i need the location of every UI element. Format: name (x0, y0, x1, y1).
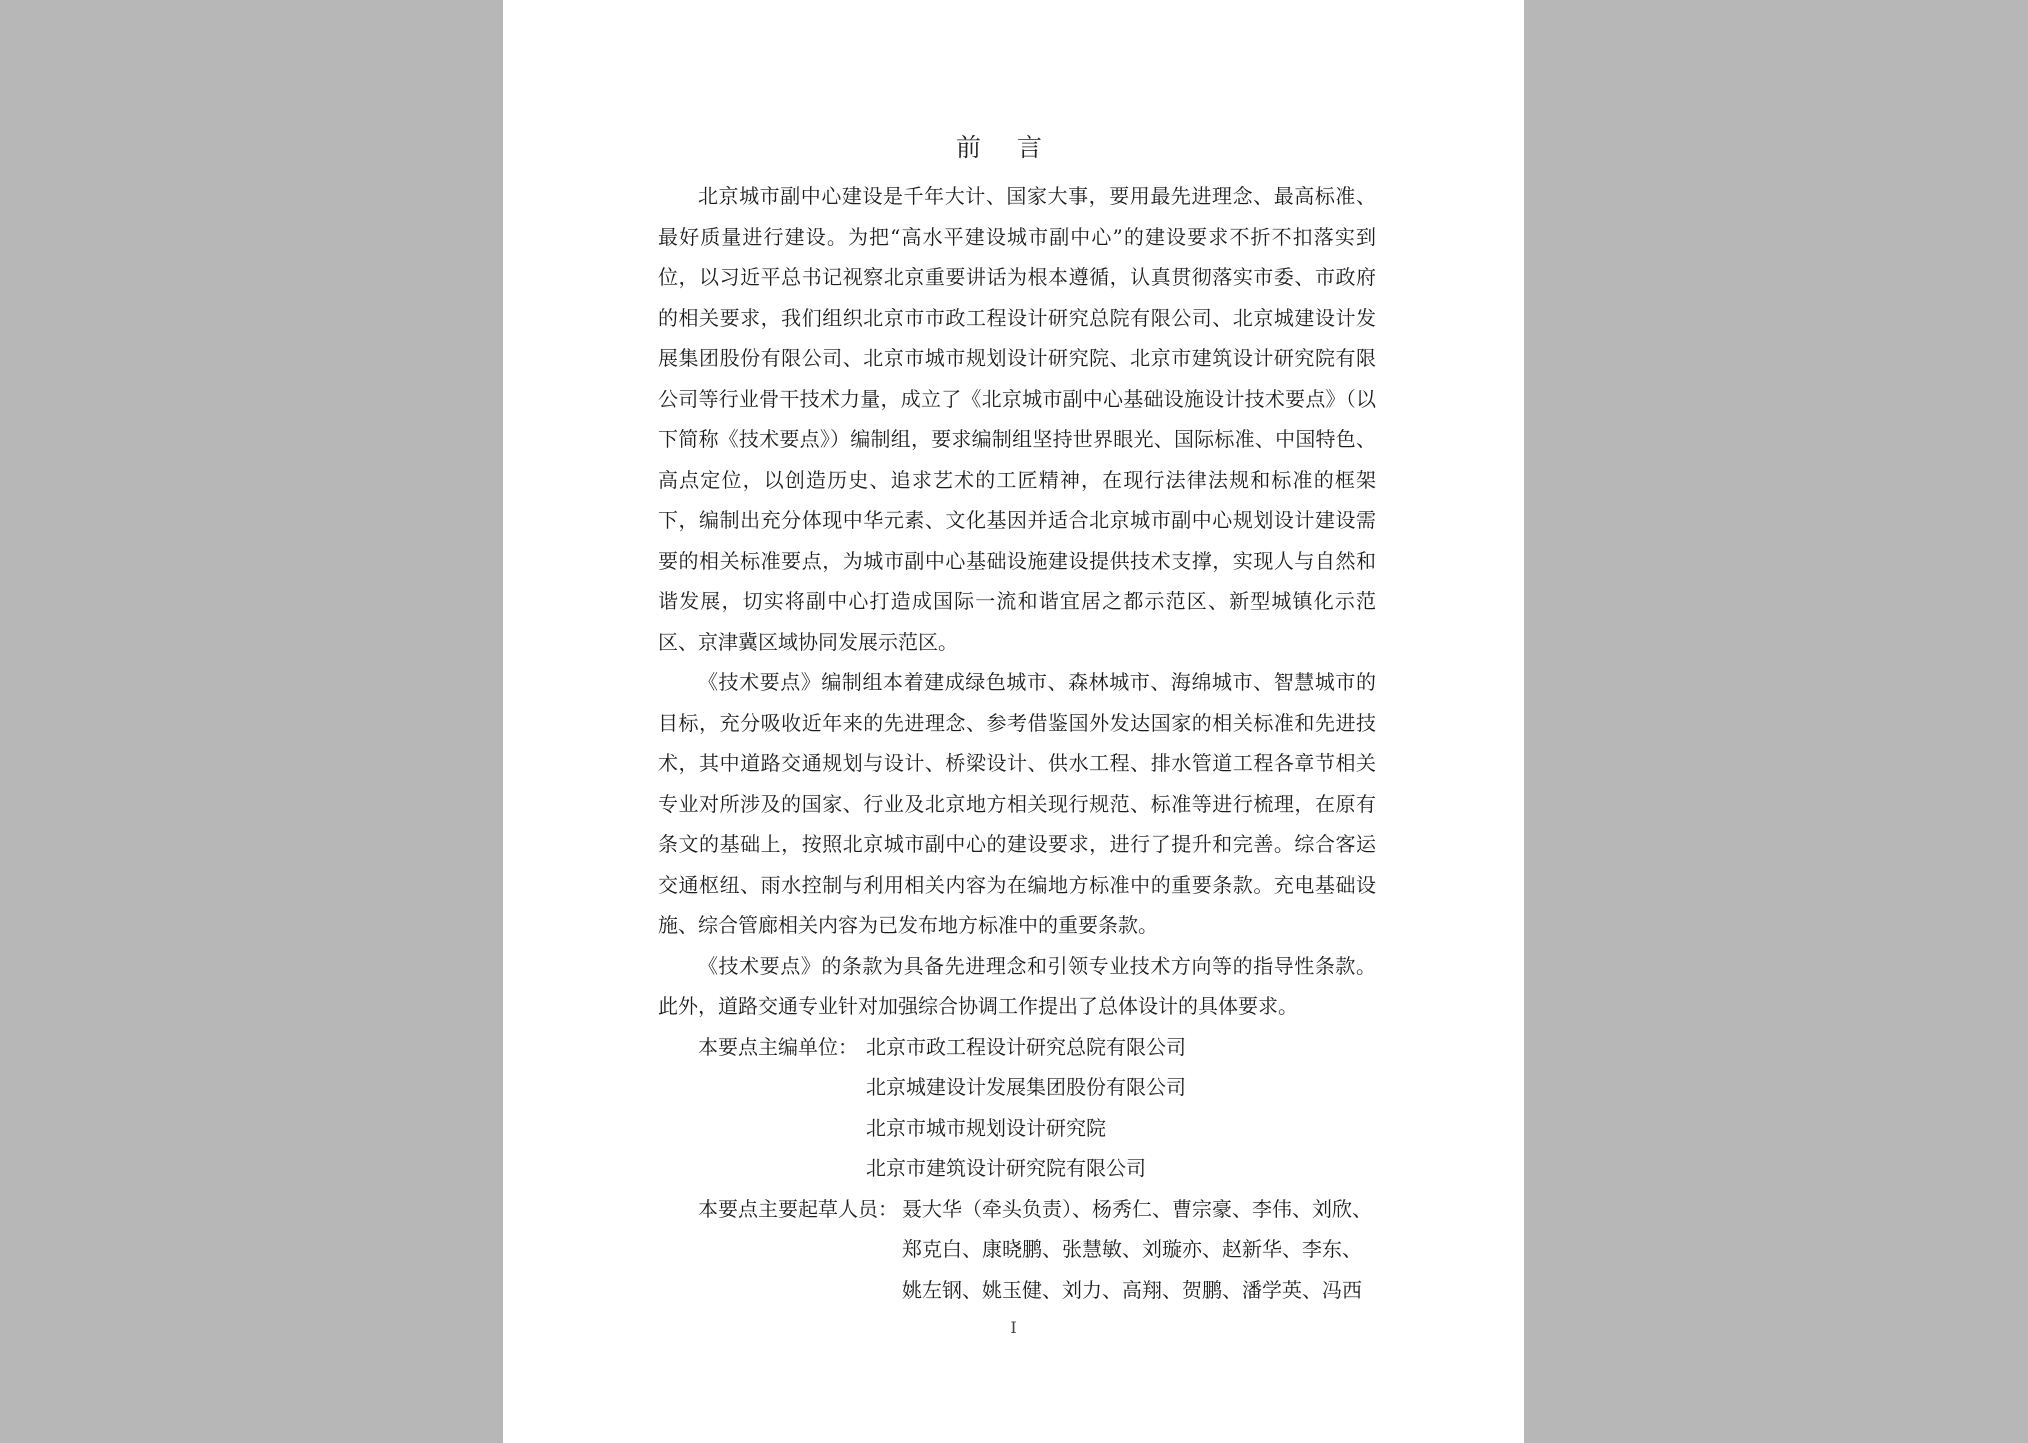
drafters-line: 聂大华（牵头负责）、杨秀仁、曹宗豪、李伟、刘欣、 (902, 1196, 1372, 1221)
drafters-line: 姚左钢、姚玉健、刘力、高翔、贺鹏、潘学英、冯西 (902, 1277, 1362, 1302)
document-page (503, 0, 1524, 1443)
chief-editor-unit: 北京市城市规划设计研究院 (866, 1115, 1106, 1140)
paragraph-3: 《技术要点》的条款为具备先进理念和引领专业技术方向等的指导性条款。此外，道路交通专业针对加强综合协调工作提出了总体设计的具体要求。 (658, 953, 1376, 1018)
drafters-section (658, 1189, 1376, 1311)
preface-body (658, 176, 1376, 1310)
chief-editor-list (866, 1027, 1186, 1189)
chief-editor-unit: 北京城建设计发展集团股份有限公司 (866, 1075, 1186, 1099)
paragraph-2: 《技术要点》编制组本着建成绿色城市、森林城市、海绵城市、智慧城市的目标，充分吸收近年来的先进理念、参考借鉴国外发达国家的相关标准和先进技术，其中道路交通规划与设计、桥梁设计、供水工程、排水管道工程各章节相关专业对所涉及的国家、行业及北京地方相关现行规范、标准等进行梳理，在原有条文的基础上，按照北京城市副中心的建设要求，进行了提升和完善。综合客运交通枢纽、雨水控制与利用相关内容为在编地方标准中的重要条款。充电基础设施、综合管廊相关内容为已发布地方标准中的重要条款。 (658, 670, 1376, 937)
drafters-list (902, 1189, 1376, 1311)
paragraph-1: 北京城市副中心建设是千年大计、国家大事，要用最先进理念、最高标准、最好质量进行建设。为把“高水平建设城市副中心”的建设要求不折不扣落实到位，以习近平总书记视察北京重要讲话为根本遵循，认真贯彻落实市委、市政府的相关要求，我们组织北京市市政工程设计研究总院有限公司、北京城建设计发展集团股份有限公司、北京市城市规划设计研究院、北京市建筑设计研究院有限公司等行业骨干技术力量，成立了《北京城市副中心基础设施设计技术要点》（以下简称《技术要点》）编制组，要求编制组坚持世界眼光、国际标准、中国特色、高点定位，以创造历史、追求艺术的工匠精神，在现行法律法规和标准的框架下，编制出充分体现中华元素、文化基因并适合北京城市副中心规划设计建设需要的相关标准要点，为城市副中心基础设施建设提供技术支撑，实现人与自然和谐发展，切实将副中心打造成国际一流和谐宜居之都示范区、新型城镇化示范区、京津冀区域协同发展示范区。 (658, 184, 1376, 654)
page-title: 前言 (955, 133, 1078, 162)
drafters-line: 郑克白、康晓鹏、张慧敏、刘璇亦、赵新华、李东、 (902, 1237, 1362, 1261)
page-number: I (1010, 1318, 1017, 1337)
chief-editor-unit: 北京市建筑设计研究院有限公司 (866, 1156, 1146, 1180)
chief-editor-label: 本要点主编单位： (698, 1034, 858, 1059)
chief-editor-section (658, 1027, 1376, 1189)
drafters-label: 本要点主要起草人员： (698, 1196, 898, 1221)
chief-editor-unit: 北京市政工程设计研究总院有限公司 (866, 1034, 1186, 1059)
